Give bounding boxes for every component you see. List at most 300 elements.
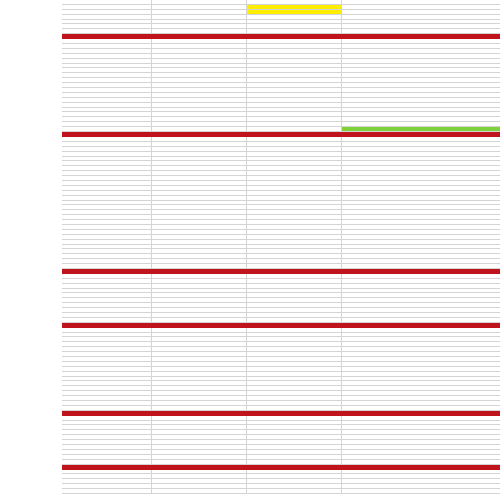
table-cell <box>152 176 247 180</box>
table-cell <box>62 39 152 43</box>
table-cell <box>152 425 247 429</box>
table-cell <box>152 103 247 107</box>
table-cell <box>247 484 342 488</box>
table-cell <box>152 220 247 224</box>
table-cell <box>62 391 152 395</box>
table-cell <box>247 337 342 341</box>
table-cell <box>247 215 342 219</box>
table-cell <box>62 157 152 161</box>
table-cell <box>62 328 152 332</box>
table-cell <box>152 381 247 385</box>
table-cell <box>342 44 500 48</box>
table-cell <box>62 171 152 175</box>
table-cell <box>342 450 500 454</box>
table-cell <box>342 337 500 341</box>
table-cell <box>342 122 500 126</box>
table-cell <box>62 308 152 312</box>
table-cell <box>247 49 342 53</box>
table-cell <box>342 489 500 493</box>
table-cell <box>247 445 342 449</box>
table-cell <box>247 137 342 141</box>
table-cell <box>152 460 247 464</box>
table-cell <box>342 137 500 141</box>
table-cell <box>247 357 342 361</box>
table-cell <box>342 474 500 478</box>
table-cell <box>62 259 152 263</box>
table-cell <box>342 421 500 425</box>
table-cell <box>247 430 342 434</box>
table-cell <box>152 186 247 190</box>
table-cell <box>247 298 342 302</box>
table-cell <box>342 73 500 77</box>
table-cell <box>342 279 500 283</box>
table-cell <box>62 152 152 156</box>
table-cell <box>152 342 247 346</box>
table-cell <box>342 381 500 385</box>
table-cell <box>247 186 342 190</box>
table-cell <box>342 157 500 161</box>
table-cell <box>342 396 500 400</box>
table-cell <box>152 470 247 474</box>
table-cell <box>342 357 500 361</box>
table-cell <box>62 225 152 229</box>
table-cell <box>62 470 152 474</box>
table-cell <box>62 68 152 72</box>
table-cell <box>342 0 500 4</box>
table-cell <box>342 259 500 263</box>
table-cell <box>62 142 152 146</box>
table-cell <box>342 416 500 420</box>
table-cell <box>342 117 500 121</box>
table-cell <box>342 201 500 205</box>
table-cell <box>342 445 500 449</box>
table-cell <box>152 298 247 302</box>
table-cell <box>62 289 152 293</box>
table-cell <box>247 29 342 33</box>
table-cell <box>342 127 500 131</box>
table-cell <box>247 152 342 156</box>
table-cell <box>342 386 500 390</box>
section-title <box>62 465 500 469</box>
table-cell <box>152 137 247 141</box>
table-cell <box>152 455 247 459</box>
table-cell <box>152 54 247 58</box>
table-cell <box>247 20 342 24</box>
table-cell <box>247 470 342 474</box>
section-title <box>62 269 500 273</box>
table-cell <box>62 210 152 214</box>
table-cell <box>152 147 247 151</box>
table-cell <box>247 64 342 68</box>
table-cell <box>62 386 152 390</box>
table-cell <box>62 161 152 165</box>
table-cell <box>342 225 500 229</box>
table-cell <box>152 391 247 395</box>
table-cell <box>152 161 247 165</box>
table-cell <box>152 88 247 92</box>
table-cell <box>247 318 342 322</box>
table-cell <box>62 201 152 205</box>
table-cell <box>342 112 500 116</box>
table-cell <box>152 0 247 4</box>
table-cell <box>247 10 342 14</box>
table-cell <box>152 98 247 102</box>
table-cell <box>62 484 152 488</box>
table-cell <box>152 171 247 175</box>
table-cell <box>247 460 342 464</box>
table-cell <box>62 249 152 253</box>
table-cell <box>62 455 152 459</box>
table-cell <box>152 157 247 161</box>
table-cell <box>247 425 342 429</box>
table-cell <box>152 386 247 390</box>
table-cell <box>247 147 342 151</box>
table-cell <box>62 460 152 464</box>
table-cell <box>152 289 247 293</box>
table-cell <box>247 254 342 258</box>
table-cell <box>342 455 500 459</box>
table-cell <box>62 337 152 341</box>
table-cell <box>62 186 152 190</box>
table-cell <box>342 264 500 268</box>
table-cell <box>342 230 500 234</box>
table-cell <box>247 435 342 439</box>
table-cell <box>342 88 500 92</box>
table-cell <box>152 474 247 478</box>
table-cell <box>247 372 342 376</box>
table-cell <box>152 377 247 381</box>
table-cell <box>152 357 247 361</box>
table-cell <box>152 372 247 376</box>
table-cell <box>342 210 500 214</box>
table-cell <box>247 201 342 205</box>
table-cell <box>152 396 247 400</box>
table-cell <box>62 64 152 68</box>
table-cell <box>62 425 152 429</box>
table-cell <box>247 93 342 97</box>
table-cell <box>152 215 247 219</box>
table-cell <box>62 416 152 420</box>
table-cell <box>152 254 247 258</box>
table-cell <box>152 196 247 200</box>
table-cell <box>247 440 342 444</box>
table-cell <box>342 240 500 244</box>
table-cell <box>62 318 152 322</box>
table-cell <box>247 406 342 410</box>
table-cell <box>62 401 152 405</box>
table-cell <box>342 49 500 53</box>
table-cell <box>152 249 247 253</box>
table-cell <box>247 142 342 146</box>
table-cell <box>342 328 500 332</box>
table-cell <box>152 24 247 28</box>
table-cell <box>62 445 152 449</box>
table-cell <box>152 489 247 493</box>
table-cell <box>247 245 342 249</box>
table-cell <box>247 396 342 400</box>
table-cell <box>62 377 152 381</box>
table-cell <box>152 313 247 317</box>
table-cell <box>62 435 152 439</box>
table-cell <box>247 401 342 405</box>
table-cell <box>342 460 500 464</box>
table-cell <box>342 171 500 175</box>
table-cell <box>342 142 500 146</box>
table-cell <box>247 161 342 165</box>
table-cell <box>152 230 247 234</box>
table-cell <box>247 235 342 239</box>
table-cell <box>247 362 342 366</box>
table-cell <box>152 152 247 156</box>
table-cell <box>62 303 152 307</box>
table-cell <box>247 210 342 214</box>
table-cell <box>247 196 342 200</box>
table-cell <box>62 215 152 219</box>
table-cell <box>342 289 500 293</box>
table-cell <box>62 357 152 361</box>
table-cell <box>152 352 247 356</box>
table-cell <box>152 308 247 312</box>
table-cell <box>342 435 500 439</box>
table-cell <box>152 445 247 449</box>
table-cell <box>62 440 152 444</box>
table-cell <box>247 455 342 459</box>
table-cell <box>62 24 152 28</box>
table-cell <box>152 440 247 444</box>
table-cell <box>152 347 247 351</box>
table-cell <box>62 59 152 63</box>
table-cell <box>342 372 500 376</box>
table-cell <box>152 83 247 87</box>
table-cell <box>152 142 247 146</box>
table-cell <box>152 68 247 72</box>
table-cell <box>342 161 500 165</box>
table-cell <box>152 235 247 239</box>
table-cell <box>152 303 247 307</box>
table-cell <box>152 421 247 425</box>
table-cell <box>247 88 342 92</box>
table-cell <box>342 29 500 33</box>
table-cell <box>342 108 500 112</box>
table-cell <box>152 73 247 77</box>
table-cell <box>62 396 152 400</box>
table-cell <box>62 367 152 371</box>
table-cell <box>342 83 500 87</box>
table-cell <box>342 205 500 209</box>
table-cell <box>342 5 500 9</box>
table-cell <box>342 78 500 82</box>
table-cell <box>152 122 247 126</box>
table-cell <box>152 362 247 366</box>
table-cell <box>152 479 247 483</box>
table-cell <box>342 377 500 381</box>
table-cell <box>342 196 500 200</box>
table-cell <box>342 245 500 249</box>
table-cell <box>152 333 247 337</box>
table-cell <box>342 293 500 297</box>
table-cell <box>152 225 247 229</box>
table-cell <box>62 103 152 107</box>
table-cell <box>62 108 152 112</box>
table-cell <box>342 98 500 102</box>
table-cell <box>62 230 152 234</box>
table-cell <box>62 430 152 434</box>
table-cell <box>62 88 152 92</box>
table-cell <box>152 78 247 82</box>
table-cell <box>247 68 342 72</box>
table-cell <box>247 181 342 185</box>
table-cell <box>247 0 342 4</box>
table-cell <box>342 406 500 410</box>
table-cell <box>62 196 152 200</box>
table-cell <box>247 78 342 82</box>
table-cell <box>62 181 152 185</box>
table-cell <box>62 122 152 126</box>
table-cell <box>342 254 500 258</box>
table-cell <box>62 293 152 297</box>
table-cell <box>62 83 152 87</box>
table-cell <box>152 44 247 48</box>
table-cell <box>152 20 247 24</box>
table-cell <box>342 15 500 19</box>
table-cell <box>247 240 342 244</box>
section-title <box>62 323 500 327</box>
table-cell <box>62 421 152 425</box>
table-cell <box>247 5 342 9</box>
table-cell <box>342 176 500 180</box>
table-cell <box>62 166 152 170</box>
table-cell <box>152 5 247 9</box>
table-cell <box>152 484 247 488</box>
table-cell <box>342 352 500 356</box>
table-cell <box>152 284 247 288</box>
table-cell <box>247 386 342 390</box>
table-cell <box>152 245 247 249</box>
table-cell <box>342 342 500 346</box>
table-cell <box>62 176 152 180</box>
table-cell <box>247 249 342 253</box>
table-cell <box>247 289 342 293</box>
table-cell <box>62 220 152 224</box>
table-cell <box>152 328 247 332</box>
table-cell <box>342 298 500 302</box>
table-cell <box>62 15 152 19</box>
table-cell <box>342 215 500 219</box>
table-cell <box>247 171 342 175</box>
table-cell <box>62 342 152 346</box>
table-cell <box>152 15 247 19</box>
table-cell <box>152 93 247 97</box>
table-cell <box>247 39 342 43</box>
table-cell <box>342 103 500 107</box>
table-cell <box>247 108 342 112</box>
table-cell <box>62 279 152 283</box>
table-cell <box>247 479 342 483</box>
table-cell <box>247 112 342 116</box>
table-cell <box>247 303 342 307</box>
table-cell <box>342 10 500 14</box>
table-cell <box>62 245 152 249</box>
table-cell <box>342 430 500 434</box>
table-cell <box>342 362 500 366</box>
table-cell <box>342 249 500 253</box>
table-cell <box>247 15 342 19</box>
table-cell <box>342 68 500 72</box>
table-cell <box>342 274 500 278</box>
table-cell <box>62 264 152 268</box>
table-cell <box>247 127 342 131</box>
table-cell <box>152 259 247 263</box>
table-cell <box>62 298 152 302</box>
table-cell <box>152 127 247 131</box>
table-cell <box>247 342 342 346</box>
table-cell <box>247 274 342 278</box>
table-cell <box>62 479 152 483</box>
table-cell <box>152 201 247 205</box>
table-cell <box>247 73 342 77</box>
table-cell <box>152 401 247 405</box>
table-cell <box>342 191 500 195</box>
table-cell <box>342 186 500 190</box>
table-cell <box>247 24 342 28</box>
table-cell <box>342 93 500 97</box>
table-cell <box>247 367 342 371</box>
table-cell <box>247 83 342 87</box>
table-cell <box>342 181 500 185</box>
table-cell <box>342 479 500 483</box>
table-cell <box>247 313 342 317</box>
table-cell <box>152 293 247 297</box>
table-cell <box>62 98 152 102</box>
table-cell <box>247 347 342 351</box>
table-cell <box>62 372 152 376</box>
table-cell <box>342 440 500 444</box>
table-cell <box>152 49 247 53</box>
table-cell <box>152 279 247 283</box>
table-cell <box>62 112 152 116</box>
table-cell <box>247 381 342 385</box>
table-cell <box>247 59 342 63</box>
table-cell <box>247 166 342 170</box>
table-cell <box>247 328 342 332</box>
table-cell <box>62 29 152 33</box>
table-cell <box>152 108 247 112</box>
table-cell <box>62 313 152 317</box>
table-cell <box>247 54 342 58</box>
table-cell <box>247 416 342 420</box>
table-cell <box>247 284 342 288</box>
table-cell <box>342 64 500 68</box>
table-cell <box>342 401 500 405</box>
table-cell <box>152 367 247 371</box>
table-cell <box>152 112 247 116</box>
table-cell <box>342 333 500 337</box>
table-cell <box>152 274 247 278</box>
table-cell <box>342 313 500 317</box>
table-cell <box>152 435 247 439</box>
table-cell <box>62 147 152 151</box>
table-cell <box>62 352 152 356</box>
table-cell <box>152 166 247 170</box>
table-cell <box>342 152 500 156</box>
table-cell <box>342 303 500 307</box>
table-cell <box>342 39 500 43</box>
table-cell <box>62 20 152 24</box>
table-cell <box>152 39 247 43</box>
table-cell <box>247 308 342 312</box>
table-cell <box>247 489 342 493</box>
table-cell <box>342 367 500 371</box>
